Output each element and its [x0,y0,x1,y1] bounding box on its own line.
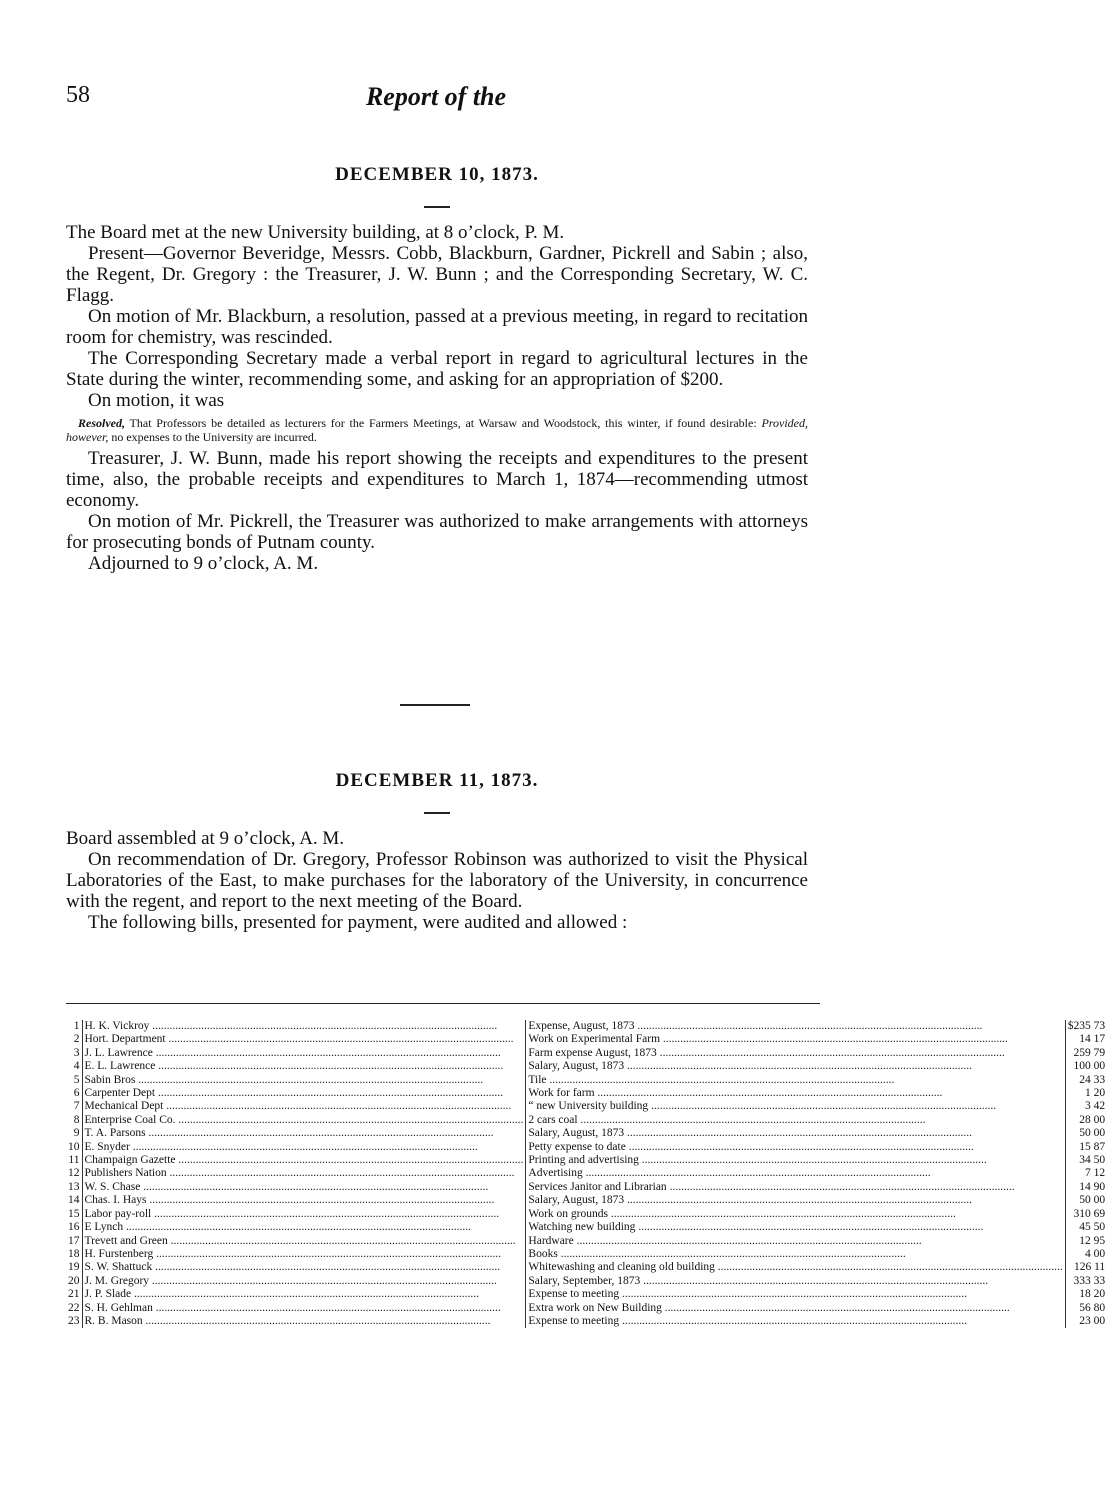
table-row [66,1020,1107,1033]
bill-number: 12 [68,1167,80,1180]
payee-name-cell [82,1154,526,1167]
bill-description-cell [526,1154,1065,1167]
bill-number: 20 [68,1274,80,1287]
table-row [66,1315,1107,1328]
bill-amount-cell [1065,1302,1107,1315]
bill-description-cell [526,1114,1065,1127]
bill-number: 9 [73,1127,80,1140]
bill-number-cell [66,1315,82,1328]
bill-description: Extra work on New Building ..... [528,1302,1009,1314]
bill-number-cell [66,1288,82,1301]
bill-number-cell [66,1127,82,1140]
paragraph: Present—Governor Beveridge, Messrs. Cobb, Blackburn, Gardner, Pickrell and Sabin ; also, the Regent, Dr. Gregory : the Treasurer, J. W. Bunn ; and the Corresponding Secretary, W. C. Flagg. [66,243,808,306]
paragraph: On recommendation of Dr. Gregory, Professor Robinson was authorized to visit the Physical Laboratories of the East, to make purchases for the laboratory of the University, in concurrence with the regent, and report to the next meeting of the Board. [66,849,808,912]
bill-description: Salary, August, 1873 ..... [528,1060,972,1072]
bill-number-cell [66,1194,82,1207]
bill-amount: 126 11 [1073,1261,1106,1274]
payee-name-cell [82,1047,526,1060]
bill-amount-cell [1065,1275,1107,1288]
bill-description-cell [526,1194,1065,1207]
bill-description: Petty expense to date ..... [528,1141,973,1153]
paragraph: Treasurer, J. W. Bunn, made his report showing the receipts and expenditures to the present time, also, the probable receipts and expenditures to March 1, 1874—recommending utmost economy. [66,448,808,511]
bill-amount-cell [1065,1114,1107,1127]
bill-amount-cell [1065,1033,1107,1046]
bill-description-cell [526,1248,1065,1261]
payee-name: E. L. Lawrence ..... [85,1060,504,1072]
bill-description-cell [526,1060,1065,1073]
bill-amount: 50 00 [1079,1127,1106,1140]
bill-amount: 18 20 [1079,1288,1106,1301]
bill-amount-cell [1065,1047,1107,1060]
bill-description-cell [526,1315,1065,1328]
bill-description: Work on grounds ..... [528,1208,955,1220]
payee-name: Carpenter Dept ..... [85,1087,503,1099]
payee-name-cell [82,1288,526,1301]
payee-name-cell [82,1261,526,1274]
bill-number-cell [66,1154,82,1167]
meeting-december-11 [66,770,808,933]
table-row [66,1060,1107,1073]
payee-name: T. A. Parsons ..... [85,1127,494,1139]
bill-description-cell [526,1127,1065,1140]
bill-amount-cell [1065,1154,1107,1167]
table-row [66,1087,1107,1100]
bill-number-cell [66,1221,82,1234]
bill-amount: 14 90 [1079,1180,1106,1193]
bill-description-cell [526,1275,1065,1288]
bill-number-cell [66,1020,82,1033]
bill-description: Services Janitor and Librarian ..... [528,1181,1014,1193]
bill-description-cell [526,1288,1065,1301]
bill-number-cell [66,1114,82,1127]
meeting-date-heading: DECEMBER 10, 1873. [335,164,539,185]
bill-amount-cell [1065,1060,1107,1073]
table-row [66,1221,1107,1234]
bill-number: 13 [68,1180,80,1193]
short-rule [424,812,450,814]
running-title: Report of the [365,82,507,111]
table-row [66,1114,1107,1127]
bill-number-cell [66,1087,82,1100]
bill-amount: 15 87 [1079,1140,1106,1153]
bill-number: 15 [68,1207,80,1220]
bill-amount: 24 33 [1079,1073,1106,1086]
payee-name: S. H. Gehlman ..... [85,1302,501,1314]
bill-amount: 4 00 [1085,1247,1106,1260]
bills-table [66,1020,1107,1328]
meeting-date-heading: DECEMBER 11, 1873. [335,770,539,791]
bill-number-cell [66,1261,82,1274]
bill-number: 3 [73,1046,80,1059]
bill-description: Printing and advertising ..... [528,1154,986,1166]
table-row [66,1248,1107,1261]
bill-description: “ new University building ..... [528,1100,996,1112]
bill-amount-cell [1065,1020,1107,1033]
bill-number-cell [66,1275,82,1288]
table-row [66,1127,1107,1140]
payee-name: H. Furstenberg ..... [85,1248,502,1260]
payee-name-cell [82,1275,526,1288]
table-row [66,1167,1107,1180]
bills-table-body [66,1020,1107,1328]
bill-amount: 56 80 [1079,1301,1106,1314]
bill-amount-cell [1065,1074,1107,1087]
payee-name-cell [82,1100,526,1113]
bill-number-cell [66,1181,82,1194]
payee-name-cell [82,1114,526,1127]
bill-number-cell [66,1100,82,1113]
bill-description: Expense to meeting ..... [528,1288,967,1300]
bill-amount-cell [1065,1248,1107,1261]
table-row [66,1261,1107,1274]
bill-description-cell [526,1181,1065,1194]
bill-number-cell [66,1167,82,1180]
payee-name-cell [82,1315,526,1328]
bill-description-cell [526,1167,1065,1180]
table-row [66,1275,1107,1288]
bill-description-cell [526,1208,1065,1221]
table-row [66,1302,1107,1315]
bill-amount: 1 20 [1085,1087,1106,1100]
paragraph: On motion of Mr. Pickrell, the Treasurer was authorized to make arrangements with attorneys for prosecuting bonds of Putnam county. [66,511,808,553]
bill-number: 10 [68,1140,80,1153]
bill-number: 16 [68,1221,80,1234]
payee-name-cell [82,1235,526,1248]
bill-description: Farm expense August, 1873 ..... [528,1047,1004,1059]
payee-name: E Lynch ..... [85,1221,472,1233]
payee-name-cell [82,1060,526,1073]
payee-name: Chas. I. Hays ..... [85,1194,495,1206]
bill-number: 23 [68,1314,80,1327]
payee-name-cell [82,1127,526,1140]
bill-number: 6 [73,1087,80,1100]
table-row [66,1181,1107,1194]
bill-description: Watching new building ..... [528,1221,983,1233]
bills-table-section [66,1003,1106,1328]
table-row [66,1141,1107,1154]
paragraph: On motion of Mr. Blackburn, a resolution, passed at a previous meeting, in regard to recitation room for chemistry, was rescinded. [66,306,808,348]
bill-description: Advertising ..... [528,1167,930,1179]
payee-name-cell [82,1248,526,1261]
bill-number: 22 [68,1301,80,1314]
paragraph: The following bills, presented for payment, were audited and allowed : [88,912,628,933]
bill-description-cell [526,1235,1065,1248]
bill-description: Work for farm ..... [528,1087,942,1099]
page-header [66,82,806,116]
section-divider [400,704,470,706]
payee-name: J. P. Slade ..... [85,1288,480,1300]
bill-amount-cell [1065,1087,1107,1100]
payee-name: H. K. Vickroy ..... [85,1020,498,1032]
bill-description: Salary, August, 1873 ..... [528,1194,972,1206]
payee-name-cell [82,1167,526,1180]
table-row [66,1194,1107,1207]
bill-amount-cell [1065,1167,1107,1180]
bill-number-cell [66,1033,82,1046]
bill-number-cell [66,1248,82,1261]
resolution-text: That Professors be detailed as lecturers for the Farmers Meetings, at Warsaw and Woodstock, this winter, if found desirable: [125,416,762,430]
bill-amount: 14 17 [1079,1033,1106,1046]
bill-number: 2 [73,1033,80,1046]
bill-amount: 28 00 [1079,1113,1106,1126]
bill-number: 11 [68,1154,80,1167]
bill-number-cell [66,1060,82,1073]
payee-name: R. B. Mason ..... [85,1315,491,1327]
paragraph: The Board met at the new University building, at 8 o’clock, P. M. [66,222,565,243]
payee-name: J. L. Lawrence ..... [85,1047,501,1059]
bill-amount: 50 00 [1079,1194,1106,1207]
table-top-rule [66,1003,820,1004]
bill-number-cell [66,1141,82,1154]
bill-amount: 3 42 [1085,1100,1106,1113]
payee-name: Mechanical Dept ..... [85,1100,512,1112]
payee-name: W. S. Chase ..... [85,1181,489,1193]
bill-number-cell [66,1074,82,1087]
bill-amount-cell [1065,1208,1107,1221]
bill-amount-cell [1065,1235,1107,1248]
bill-description: Hardware ..... [528,1235,921,1247]
resolution-text: no expenses to the University are incurred. [108,430,317,444]
bill-number: 14 [68,1194,80,1207]
paragraph: On motion, it was [88,390,225,411]
bill-number-cell [66,1208,82,1221]
bill-amount: 45 50 [1079,1221,1106,1234]
paragraph: Board assembled at 9 o’clock, A. M. [66,828,345,849]
bill-amount-cell [1065,1315,1107,1328]
bill-amount-cell [1065,1288,1107,1301]
bill-amount: 333 33 [1073,1274,1106,1287]
payee-name-cell [82,1087,526,1100]
bill-amount: 7 12 [1085,1167,1106,1180]
bill-description: Salary, August, 1873 ..... [528,1127,972,1139]
bill-description: Tile ..... [528,1074,894,1086]
payee-name: Labor pay-roll ..... [85,1208,500,1220]
table-row [66,1235,1107,1248]
bill-amount-cell [1065,1127,1107,1140]
bill-amount-cell [1065,1261,1107,1274]
bill-amount: 100 00 [1073,1060,1106,1073]
bill-amount: $235 73 [1067,1020,1106,1032]
bill-amount-cell [1065,1100,1107,1113]
bill-description-cell [526,1302,1065,1315]
bill-number: 7 [73,1100,80,1113]
bill-description: Work on Experimental Farm ..... [528,1033,1008,1045]
bill-description: 2 cars coal ..... [528,1114,925,1126]
bill-number: 21 [68,1288,80,1301]
bill-number-cell [66,1047,82,1060]
bill-description: Whitewashing and cleaning old building ..... [528,1261,1062,1273]
table-row [66,1208,1107,1221]
bill-description-cell [526,1261,1065,1274]
bill-description-cell [526,1221,1065,1234]
bill-description-cell [526,1141,1065,1154]
bill-number-cell [66,1235,82,1248]
bill-amount-cell [1065,1181,1107,1194]
bill-amount: 23 00 [1079,1314,1106,1327]
bill-description: Salary, September, 1873 ..... [528,1275,988,1287]
bill-amount-cell [1065,1141,1107,1154]
table-row [66,1074,1107,1087]
bill-description-cell [526,1087,1065,1100]
bill-description-cell [526,1074,1065,1087]
bill-description-cell [526,1020,1065,1033]
payee-name-cell [82,1074,526,1087]
bill-amount: 259 79 [1073,1046,1106,1059]
payee-name-cell [82,1208,526,1221]
meeting-december-10 [66,164,808,574]
table-row [66,1033,1107,1046]
payee-name: Publishers Nation ..... [85,1167,515,1179]
payee-name-cell [82,1033,526,1046]
payee-name: Hort. Department ..... [85,1033,514,1045]
table-row [66,1154,1107,1167]
bill-amount: 34 50 [1079,1154,1106,1167]
table-row [66,1100,1107,1113]
bill-number-cell [66,1302,82,1315]
payee-name-cell [82,1181,526,1194]
payee-name: S. W. Shattuck ..... [85,1261,501,1273]
payee-name: J. M. Gregory ..... [85,1275,497,1287]
bill-description: Expense, August, 1873 ..... [528,1020,982,1032]
bill-number: 5 [73,1073,80,1086]
bill-description-cell [526,1100,1065,1113]
page-number: 58 [66,82,90,108]
bill-number: 18 [68,1247,80,1260]
payee-name: Sabin Bros ..... [85,1074,484,1086]
bill-description: Books ..... [528,1248,905,1260]
bill-number: 19 [68,1261,80,1274]
bill-amount-cell [1065,1221,1107,1234]
bill-amount-cell [1065,1194,1107,1207]
payee-name-cell [82,1221,526,1234]
paragraph: Adjourned to 9 o’clock, A. M. [88,553,319,574]
payee-name-cell [82,1141,526,1154]
bill-number: 4 [73,1060,80,1073]
bill-number: 8 [73,1113,80,1126]
resolution-proviso: Provided, however, [66,416,808,444]
bill-amount: 12 95 [1079,1234,1106,1247]
table-row [66,1047,1107,1060]
bill-amount: 310 69 [1073,1207,1106,1220]
payee-name-cell [82,1194,526,1207]
bill-number: 1 [73,1020,80,1032]
resolution [66,416,808,444]
resolution-lead: Resolved, [78,416,125,430]
payee-name: Champaign Gazette ..... [85,1154,524,1166]
short-rule [424,206,450,208]
payee-name-cell [82,1302,526,1315]
bill-description: Expense to meeting ..... [528,1315,967,1327]
bill-description-cell [526,1047,1065,1060]
bill-number: 17 [68,1234,80,1247]
table-row [66,1288,1107,1301]
payee-name-cell [82,1020,526,1033]
payee-name: E. Snyder ..... [85,1141,478,1153]
paragraph: The Corresponding Secretary made a verbal report in regard to agricultural lectures in the State during the winter, recommending some, and asking for an appropriation of $200. [66,348,808,390]
payee-name: Trevett and Green ..... [85,1235,516,1247]
payee-name: Enterprise Coal Co. ..... [85,1114,524,1126]
bill-description-cell [526,1033,1065,1046]
